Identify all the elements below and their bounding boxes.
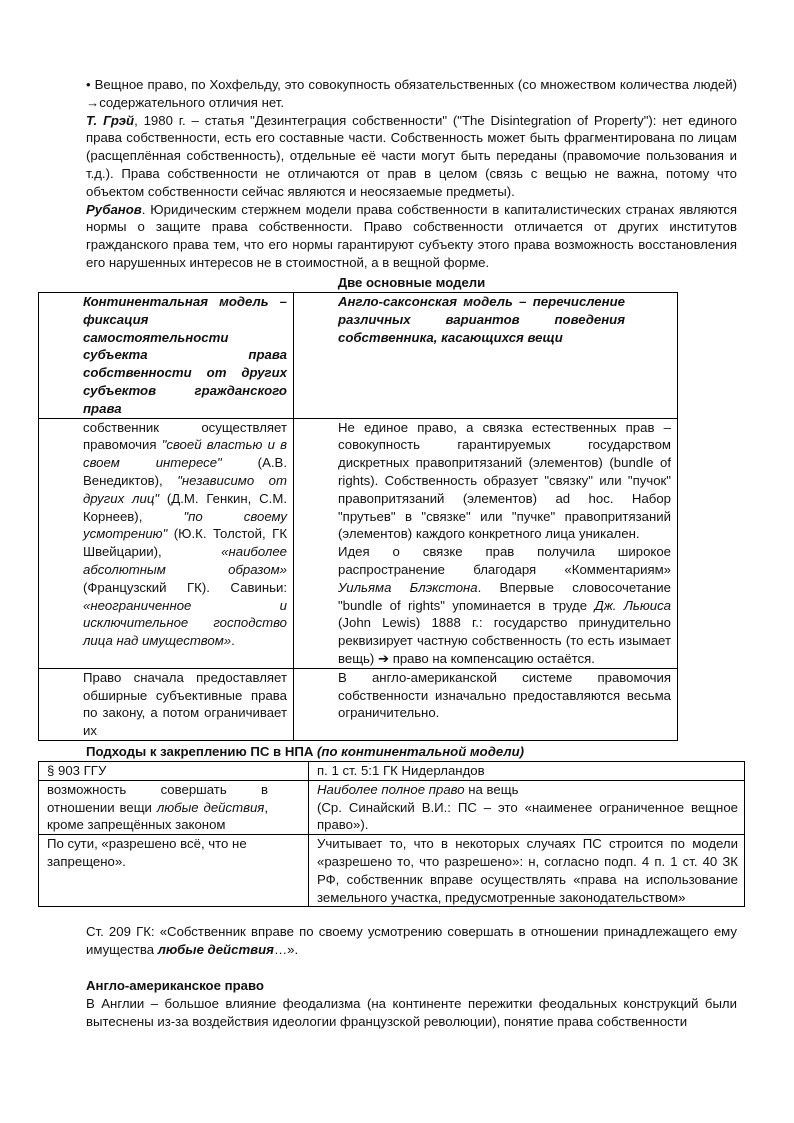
table-row — [39, 835, 745, 907]
continental-header: Континентальная модель – фиксация самостоятельности субъекта права собственности от других субъектов гражданского права — [39, 293, 294, 419]
anglo-american-text: В Англии – большое влияние феодализма (на континенте пережитки феодальных конструкций были вытеснены из-за воздействия идеологии французской революции), понятие права собственности — [86, 996, 737, 1029]
anglo-american-heading: Англо-американское право — [86, 978, 264, 993]
blackstone-paragraph: Идея о связке прав получила широкое распространение благодаря «Комментариям» Уильяма Блэкстона. Впервые словосочетание "bundle of rights" упоминается в труде Дж. Льюиса (John Lewis) 1888 г.: государство принудительно реквизирует частную собственность (то есть изымает вещь) ➔ право на компенсацию остаётся. — [338, 544, 671, 666]
rubanov-author: Рубанов — [86, 201, 142, 217]
arrow-right-icon: ➔ — [377, 650, 390, 666]
table-row — [39, 293, 678, 419]
arrow-right-icon: → — [86, 94, 100, 110]
table-row — [39, 668, 678, 740]
table-row — [39, 780, 745, 834]
continental-cell: собственник осуществляет правомочия "своей властью и в своем интересе" (А.В. Венедиктов), "независимо от других лиц" (Д.М. Генкин, С.М. Корнеев), "по своему усмотрению" (Ю.К. Толстой, ГК Швейцарии), «наиболее абсолютным образом» (Французский ГК). Савиньи: «неограниченное и исключительное господство лица над имуществом». — [39, 418, 294, 668]
rubanov-paragraph — [86, 201, 737, 272]
grey-text: , 1980 г. – статья "Дезинтеграция собственности" ("The Disintegration of Property"): нет единого права собственности, есть его составные части. Собственность может быть фрагментирована по лицам (расщеплённая собственность), отдельные её части могут быть переданы (правомочие пользования и т.д.). Права собственности не отличаются от прав в целом (связь с вещью не важна, потому что объектом собственности сейчас являются и неосязаемые предметы). — [86, 112, 737, 199]
ggu-cell-2: По сути, «разрешено всё, что не запрещено». — [39, 835, 309, 907]
intro-section — [86, 76, 737, 272]
continental-cell-2: Право сначала предоставляет обширные субъективные права по закону, а потом ограничивает их — [39, 668, 294, 740]
anglo-saxon-cell-2: В англо-американской системе правомочия собственности изначально предоставляются весьма ограничительно. — [294, 668, 678, 740]
models-table — [38, 292, 678, 741]
article-209-paragraph: Ст. 209 ГК: «Собственник вправе по своему усмотрению совершать в отношении принадлежащего ему имущества любые действия…». — [86, 924, 737, 957]
anglo-saxon-header: Англо-саксонская модель – перечисление различных вариантов поведения собственника, касающихся вещи — [294, 293, 678, 419]
ggu-header: § 903 ГГУ — [39, 762, 309, 781]
table-row — [39, 418, 678, 668]
grey-paragraph — [86, 112, 737, 201]
netherlands-header: п. 1 ст. 5:1 ГК Нидерландов — [309, 762, 745, 781]
hohfeld-tail: содержательного отличия нет. — [99, 94, 285, 110]
netherlands-cell: Наиболее полное право на вещь (Ср. Синайский В.И.: ПС – это «наименее ограниченное вещное право»). — [309, 780, 745, 834]
hohfeld-paragraph — [86, 76, 737, 112]
approaches-table — [38, 761, 745, 907]
hohfeld-text: Вещное право, по Хохфельду, это совокупность обязательственных (со множеством количества людей) — [90, 77, 737, 92]
bundle-of-rights-text: Не единое право, а связка естественных прав – совокупность гарантируемых государством дискретных правопритязаний (элементов) (bundle of rights). Собственность образует "связку" или "пучок" правопритязаний (элементов) ad hoc. Набор "прутьев" в "связке" или "пучке" правопритязаний (элементов) каждого конкретного лица уникален. — [338, 419, 671, 542]
approaches-heading: Подходы к закреплению ПС в НПА (по континентальной модели) — [86, 744, 525, 759]
table-row — [39, 762, 745, 781]
ggu-cell: возможность совершать в отношении вещи любые действия, кроме запрещённых законом — [39, 780, 309, 834]
netherlands-cell-2: Учитывает то, что в некоторых случаях ПС строится по модели «разрешено то, что разрешено»: н, согласно подп. 4 п. 1 ст. 40 ЗК РФ, собственник вправе осуществлять «права на использование земельного участка, предусмотренные законодательством» — [309, 835, 745, 907]
anglo-saxon-cell — [294, 418, 678, 668]
rubanov-text: . Юридическим стержнем модели права собственности в капиталистических странах являются нормы о защите права собственности. Право собственности отличается от других институтов гражданского права тем, что его нормы гарантируют субъекту этого права возможность восстановления его нарушенных интересов не в стоимостной, а в вещной форме. — [86, 201, 737, 270]
grey-author: Т. Грэй — [86, 112, 135, 128]
models-heading: Две основные модели — [337, 275, 486, 290]
bullet: • — [86, 77, 91, 92]
